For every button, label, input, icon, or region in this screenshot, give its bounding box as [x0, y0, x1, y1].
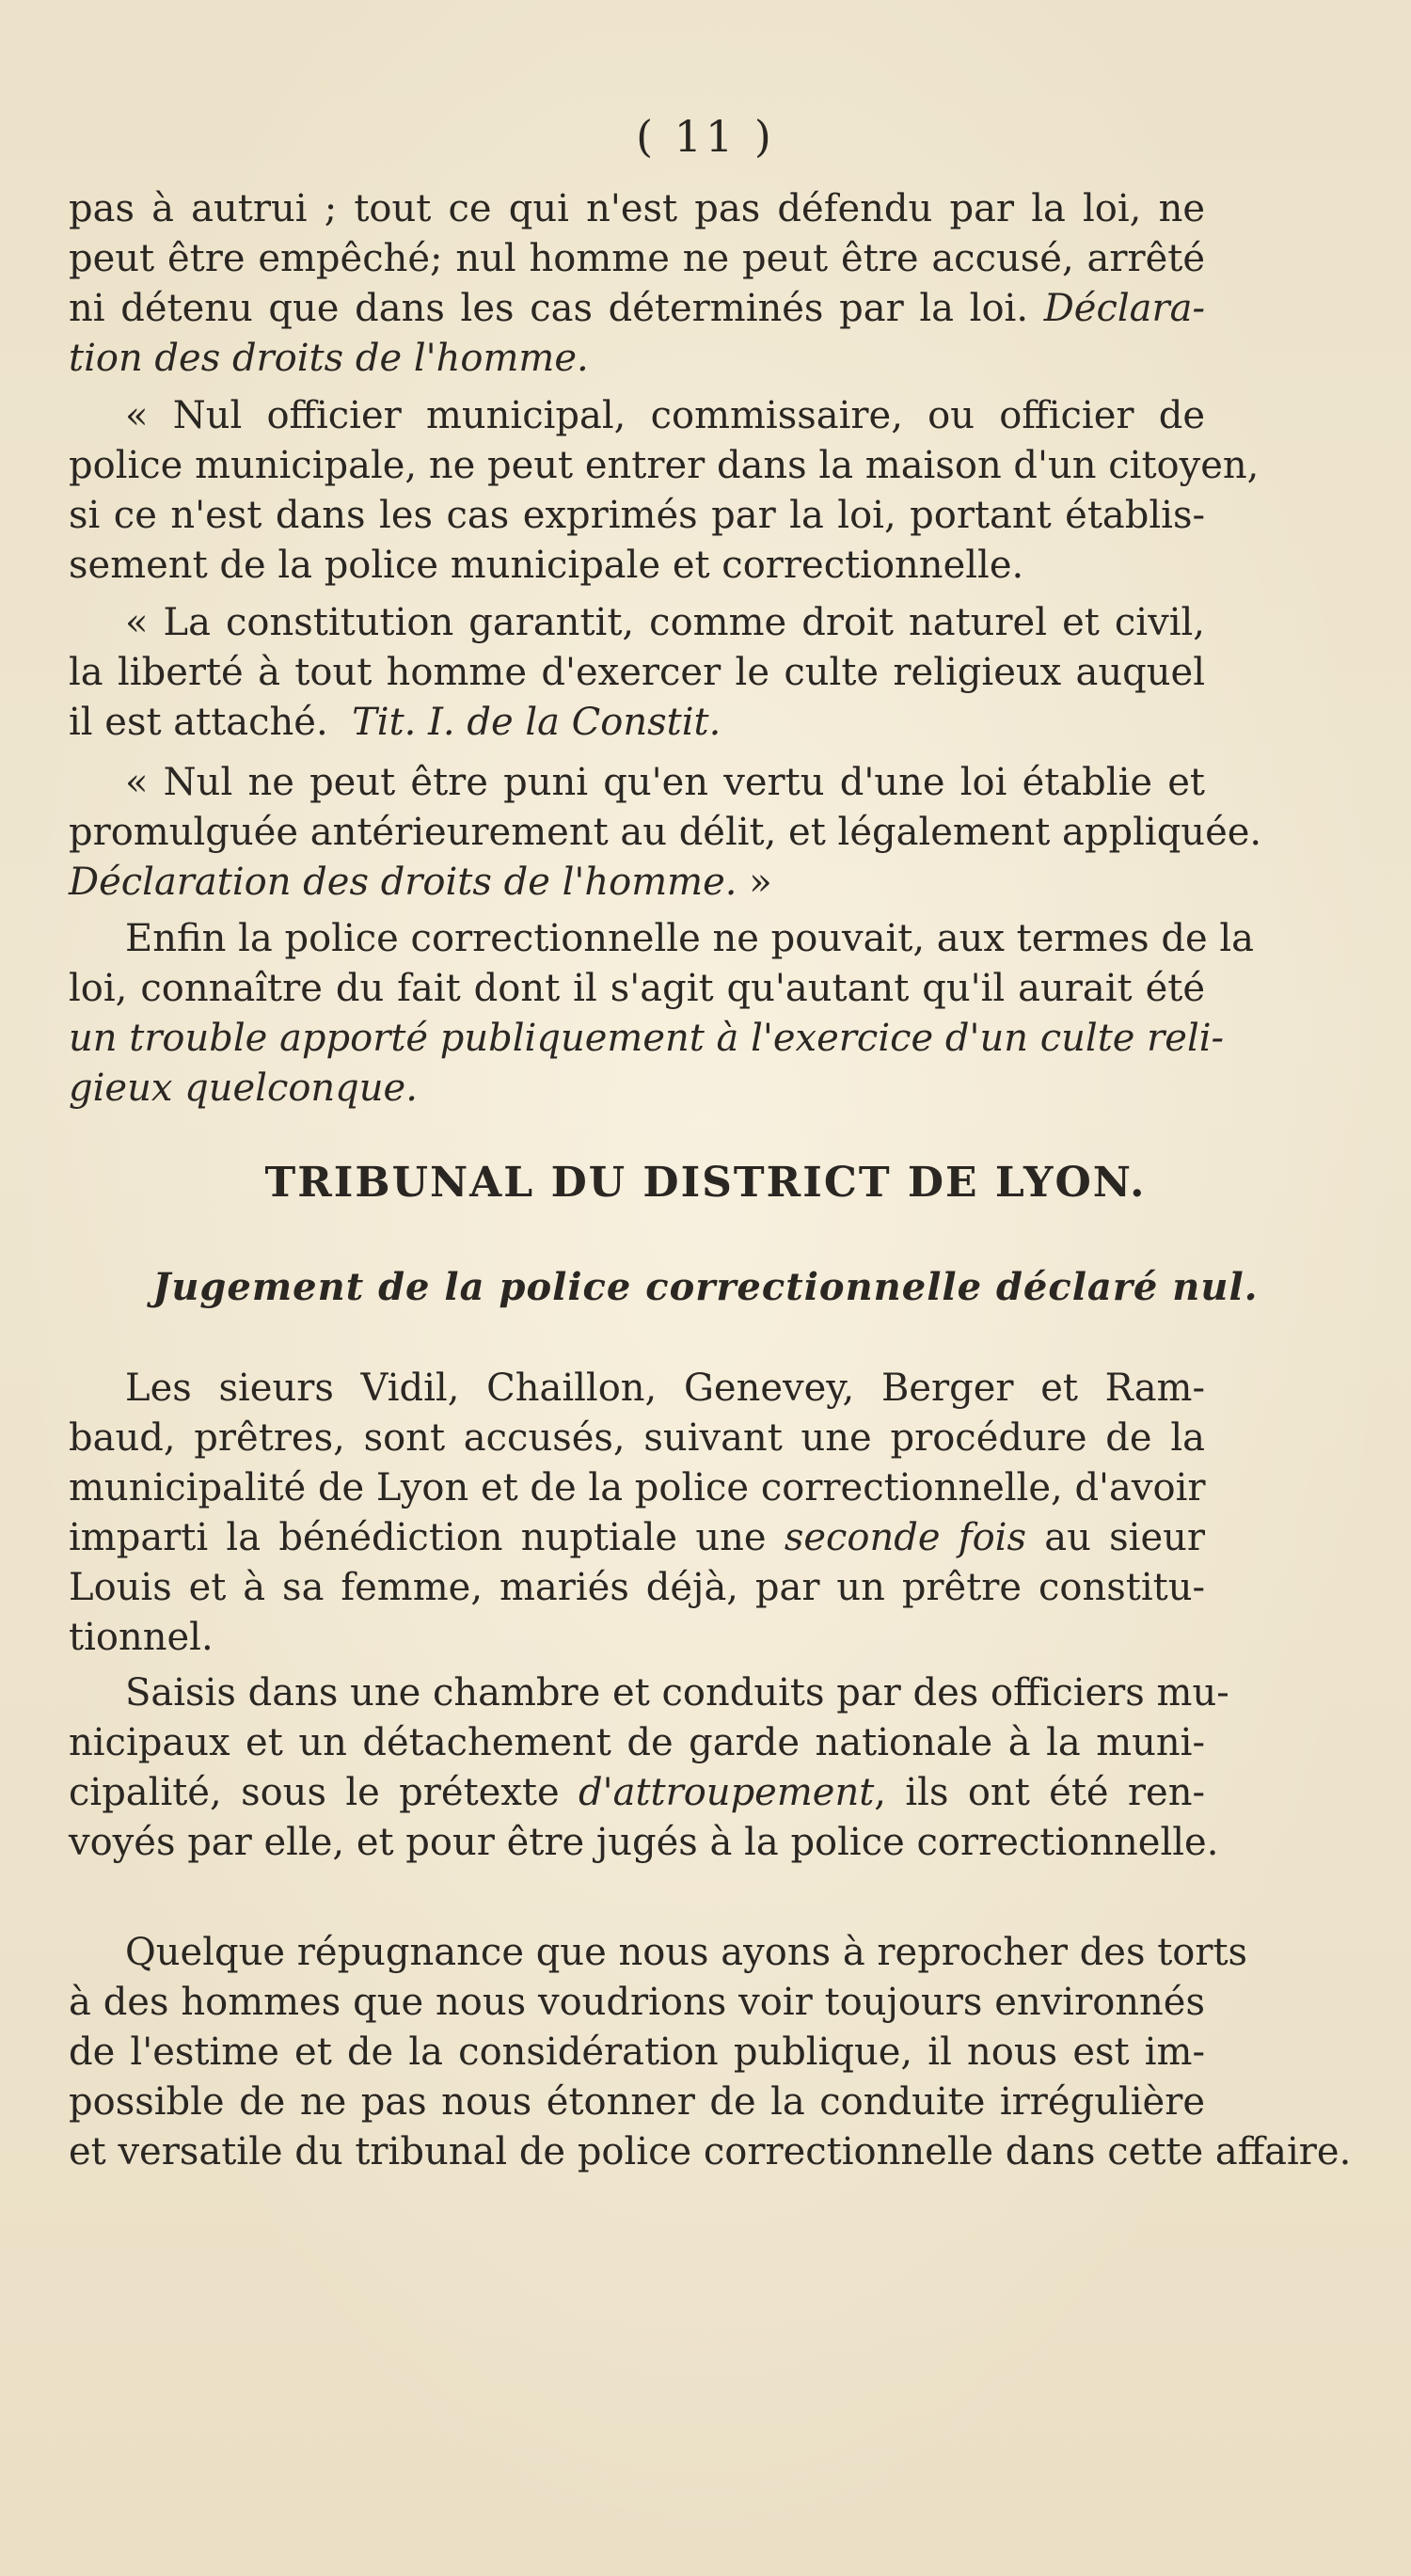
- text-line: municipalité de Lyon et de la police correctionnelle, d'avoir: [69, 1466, 1206, 1509]
- text-line: Enfin la police correctionnelle ne pouvait, aux termes de la: [125, 917, 1255, 960]
- italic-span: d'attroupement: [579, 1771, 875, 1814]
- text-line: Les sieurs Vidil, Chaillon, Genevey, Berger et Ram-: [125, 1367, 1205, 1410]
- text-span: »: [749, 861, 772, 904]
- paragraph-punishment: [69, 758, 1262, 908]
- text-line: « Nul officier municipal, commissaire, ou officier de: [125, 394, 1205, 437]
- text-line: et versatile du tribunal de police correctionnelle dans cette affaire.: [69, 2130, 1352, 2173]
- text-line: police municipale, ne peut entrer dans la maison d'un citoyen,: [69, 444, 1260, 487]
- paragraph-municipal-officer: [69, 391, 1260, 591]
- text-line: Louis et à sa femme, mariés déjà, par un prêtre constitu-: [69, 1566, 1205, 1609]
- text-line: pas à autrui ; tout ce qui n'est pas défendu par la loi, ne: [69, 187, 1205, 230]
- paragraph-rights-declaration: [69, 184, 1205, 384]
- text-line: [69, 284, 1205, 334]
- text-line: Saisis dans une chambre et conduits par des officiers mu-: [125, 1671, 1229, 1715]
- text-line: voyés par elle, et pour être jugés à la police correctionnelle.: [69, 1821, 1219, 1864]
- italic-span: Tit. I. de la Constit.: [352, 701, 721, 744]
- italic-span: seconde fois: [784, 1516, 1026, 1559]
- text-line: la liberté à tout homme d'exercer le culte religieux auquel: [69, 651, 1205, 694]
- paragraph-arrest: [69, 1668, 1229, 1868]
- text-line: promulguée antérieurement au délit, et légalement appliquée.: [69, 811, 1262, 854]
- section-heading: TRIBUNAL DU DISTRICT DE LYON.: [264, 1159, 1147, 1207]
- text-span: imparti la bénédiction nuptiale une: [69, 1516, 767, 1559]
- text-line: loi, connaître du fait dont il s'agit qu'autant qu'il aurait été: [69, 967, 1205, 1010]
- italic-span: Déclara-: [1043, 287, 1206, 330]
- text-line: Quelque répugnance que nous ayons à reprocher des torts: [125, 1931, 1248, 1974]
- paragraph-accused-priests: [69, 1364, 1205, 1663]
- text-span: au sieur: [1044, 1516, 1206, 1559]
- paragraph-conclusion: [69, 914, 1255, 1114]
- text-line: « La constitution garantit, comme droit naturel et civil,: [125, 601, 1205, 644]
- text-span: il est attaché.: [69, 701, 328, 744]
- paragraph-reproach: [69, 1928, 1352, 2177]
- text-line: tion des droits de l'homme.: [69, 337, 589, 380]
- section-subheading: Jugement de la police correctionnelle déclaré nul.: [152, 1265, 1259, 1309]
- text-line: si ce n'est dans les cas exprimés par la loi, portant établis-: [69, 494, 1205, 537]
- text-line: tionnel.: [69, 1616, 214, 1659]
- text-line: baud, prêtres, sont accusés, suivant une procédure de la: [69, 1416, 1205, 1460]
- page-number: ( 11 ): [636, 111, 775, 162]
- text-line: de l'estime et de la considération publique, il nous est im-: [69, 2031, 1205, 2074]
- text-span: cipalité, sous le prétexte: [69, 1771, 560, 1814]
- text-line: gieux quelconque.: [69, 1067, 418, 1110]
- text-span: ni détenu que dans les cas déterminés par la loi.: [69, 287, 1029, 330]
- text-line: [69, 1768, 1205, 1818]
- text-line: [69, 1513, 1205, 1563]
- text-line: peut être empêché; nul homme ne peut être accusé, arrêté: [69, 237, 1205, 280]
- text-line: possible de ne pas nous étonner de la conduite irrégulière: [69, 2080, 1205, 2124]
- text-line: sement de la police municipale et correctionnelle.: [69, 544, 1024, 587]
- paragraph-constitution: [69, 598, 1205, 748]
- text-line: nicipaux et un détachement de garde nationale à la muni-: [69, 1721, 1205, 1764]
- text-line: [69, 698, 1205, 748]
- text-line: « Nul ne peut être puni qu'en vertu d'une loi établie et: [125, 761, 1205, 804]
- text-span: , ils ont été ren-: [874, 1771, 1205, 1814]
- italic-span: Déclaration des droits de l'homme.: [69, 861, 737, 904]
- text-line: à des hommes que nous voudrions voir toujours environnés: [69, 1981, 1205, 2024]
- text-line: [69, 858, 1205, 908]
- text-line: un trouble apporté publiquement à l'exercice d'un culte reli-: [69, 1017, 1225, 1060]
